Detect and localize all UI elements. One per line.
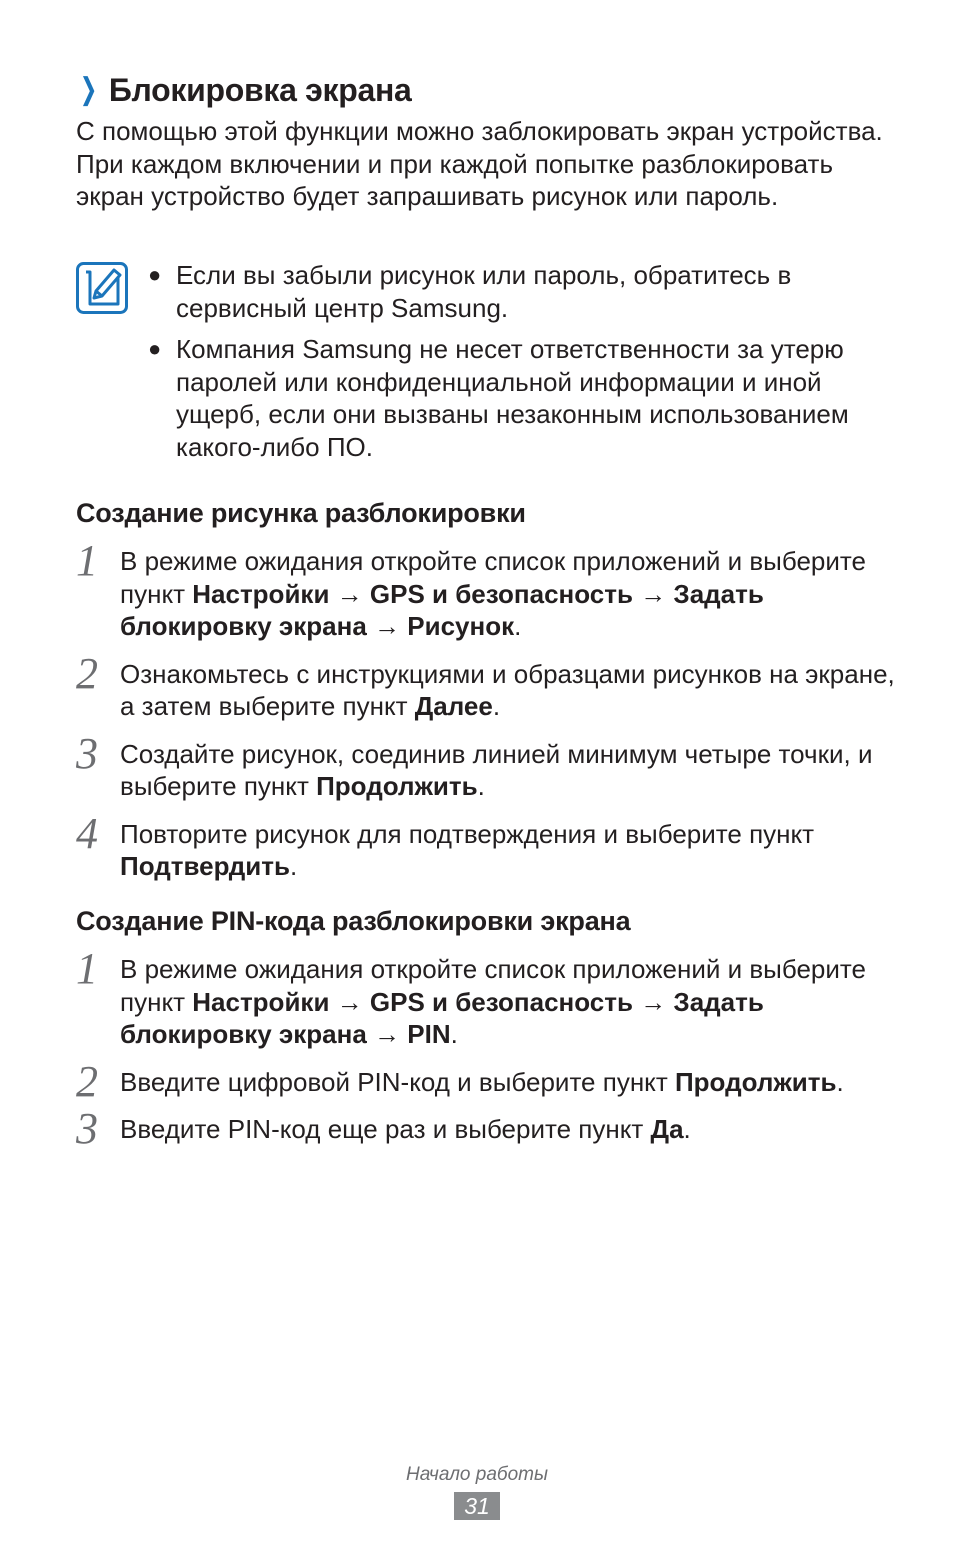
step-text: . (683, 1114, 691, 1144)
step-text: . (290, 851, 298, 881)
step-bold: GPS и безопасность (369, 986, 633, 1017)
step-bold: Да (650, 1114, 684, 1144)
pattern-steps (76, 536, 896, 883)
step-number: 1 (76, 536, 98, 585)
step-text: → (632, 986, 674, 1017)
section-title (76, 68, 412, 112)
step-text: → (329, 986, 370, 1017)
step-bold: Настройки (192, 578, 330, 609)
footer-chapter-label: Начало работы (406, 1464, 548, 1485)
step-item (76, 728, 896, 803)
bullet-icon: ● (148, 262, 162, 287)
note-item (142, 333, 882, 463)
pin-subtitle: Создание PIN-кода разблокировки экрана (76, 906, 631, 936)
step-number: 3 (76, 728, 98, 778)
step-bold: Настройки (192, 986, 330, 1017)
intro-paragraph: С помощью этой функции можно заблокировать экран устройства. При каждом включении и при каждой попытке разблокировать экран устройство будет запрашивать рисунок или пароль. (76, 116, 883, 211)
step-text: Введите цифровой PIN-код и выберите пункт (120, 1066, 675, 1097)
step-text: → (366, 611, 408, 641)
chevron-right-icon: ❯ (79, 73, 98, 106)
page-number-badge: 31 (454, 1492, 500, 1520)
step-text: → (366, 1019, 408, 1049)
step-text: Введите PIN-код еще раз и выберите пункт (120, 1114, 651, 1144)
step-text: Ознакомьтесь с инструкциями и образцами рисунков на экране, а затем выберите пункт (120, 658, 895, 721)
step-bold: Продолжить (674, 1066, 837, 1097)
step-item (76, 648, 896, 723)
note-text: Если вы забыли рисунок или пароль, обратитесь в сервисный центр Samsung. (176, 260, 792, 323)
section-title-text: Блокировка экрана (108, 72, 412, 108)
bullet-icon: ● (148, 336, 162, 361)
step-text: . (477, 771, 485, 801)
step-text: В режиме ожидания откройте список приложений и выберите пункт (120, 546, 866, 609)
step-bold: Рисунок (407, 611, 515, 641)
step-item (76, 536, 896, 643)
step-bold: Подтвердить (120, 851, 291, 881)
step-number: 2 (76, 1056, 98, 1106)
step-text: Создайте рисунок, соединив линией минимум четыре точки, и выберите пункт (120, 738, 873, 801)
step-text: . (450, 1019, 458, 1049)
step-text: → (329, 578, 370, 609)
note-item (142, 259, 882, 324)
step-bold: Задать блокировку экрана (120, 986, 764, 1049)
step-text: В режиме ожидания откройте список приложений и выберите пункт (120, 954, 866, 1017)
step-bold: Задать блокировку экрана (120, 578, 764, 641)
step-item (76, 1056, 896, 1106)
pattern-subtitle: Создание рисунка разблокировки (76, 498, 526, 528)
step-item (76, 808, 896, 883)
step-bold: PIN (407, 1019, 451, 1049)
step-text: . (836, 1066, 844, 1097)
step-bold: Далее (414, 691, 493, 721)
step-bold: Продолжить (316, 771, 478, 801)
step-item (76, 1104, 896, 1153)
step-text: Повторите рисунок для подтверждения и выберите пункт (120, 818, 815, 849)
notes-list (142, 259, 882, 472)
step-text: . (492, 691, 501, 721)
step-number: 1 (76, 944, 98, 993)
note-text: Компания Samsung не несет ответственности за утерю паролей или конфиденциальной информации и иной ущерб, если они вызваны незаконным использованием какого-либо ПО. (176, 334, 849, 462)
step-bold: GPS и безопасность (369, 578, 633, 609)
step-number: 2 (76, 648, 98, 698)
step-number: 3 (76, 1104, 98, 1153)
pin-steps (76, 944, 896, 1153)
step-text: → (632, 578, 674, 609)
step-number: 4 (76, 808, 98, 858)
step-text: . (514, 611, 522, 641)
note-pencil-icon (76, 262, 128, 314)
step-item (76, 944, 896, 1051)
